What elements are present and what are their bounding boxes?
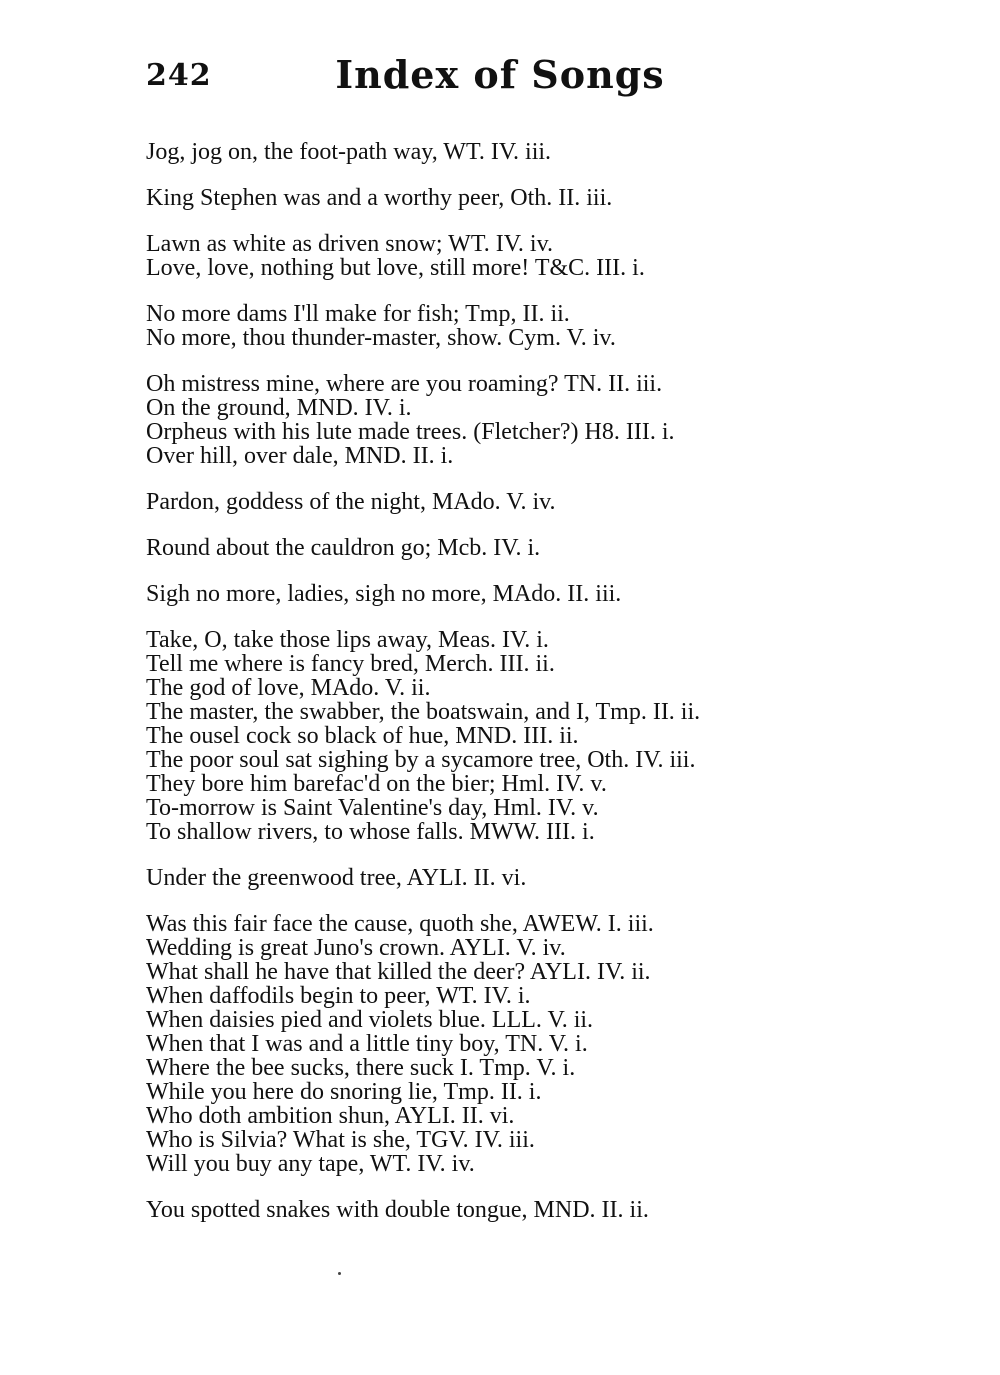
song-entry: Round about the cauldron go; Mcb. IV. i. — [146, 535, 541, 561]
index-group — [146, 866, 886, 890]
song-entry: The master, the swabber, the boatswain, and I, Tmp. II. ii. — [146, 699, 701, 725]
song-entry: Will you buy any tape, WT. IV. iv. — [146, 1151, 475, 1177]
song-entry: Under the greenwood tree, AYLI. II. vi. — [146, 865, 527, 891]
index-group — [146, 490, 886, 514]
page-number: 242 — [146, 58, 212, 93]
index-group — [146, 232, 886, 280]
index-group — [146, 140, 886, 164]
song-entry: To shallow rivers, to whose falls. MWW. III. i. — [146, 819, 595, 845]
song-entry: Sigh no more, ladies, sigh no more, MAdo. II. iii. — [146, 581, 622, 607]
song-entry: Over hill, over dale, MND. II. i. — [146, 443, 454, 469]
index-group — [146, 1198, 886, 1222]
song-entry: While you here do snoring lie, Tmp. II. i. — [146, 1079, 542, 1105]
song-entry: Orpheus with his lute made trees. (Fletcher?) H8. III. i. — [146, 419, 675, 445]
song-entry: The god of love, MAdo. V. ii. — [146, 675, 431, 701]
song-entry: When daffodils begin to peer, WT. IV. i. — [146, 983, 531, 1009]
index-group — [146, 912, 886, 1176]
song-entry: Where the bee sucks, there suck I. Tmp. V. i. — [146, 1055, 576, 1081]
song-entry: To-morrow is Saint Valentine's day, Hml. IV. v. — [146, 795, 599, 821]
song-entry: You spotted snakes with double tongue, MND. II. ii. — [146, 1197, 649, 1223]
song-entry: The poor soul sat sighing by a sycamore tree, Oth. IV. iii. — [146, 747, 696, 773]
index-group — [146, 302, 886, 350]
running-title: Index of Songs — [335, 52, 665, 97]
song-entry: What shall he have that killed the deer? AYLI. IV. ii. — [146, 959, 651, 985]
song-entry: No more, thou thunder-master, show. Cym. V. iv. — [146, 325, 616, 351]
song-entry: Who is Silvia? What is she, TGV. IV. iii. — [146, 1127, 535, 1153]
song-entry: The ousel cock so black of hue, MND. III. ii. — [146, 723, 579, 749]
song-entry: King Stephen was and a worthy peer, Oth. II. iii. — [146, 185, 613, 211]
index-group — [146, 628, 886, 844]
song-entry: Who doth ambition shun, AYLI. II. vi. — [146, 1103, 515, 1129]
song-entry: Wedding is great Juno's crown. AYLI. V. iv. — [146, 935, 566, 961]
song-entry: Jog, jog on, the foot-path way, WT. IV. iii. — [146, 139, 552, 165]
index-group — [146, 582, 886, 606]
song-entry: When daisies pied and violets blue. LLL. V. ii. — [146, 1007, 594, 1033]
song-entry: Take, O, take those lips away, Meas. IV. i. — [146, 627, 549, 653]
song-entry: They bore him barefac'd on the bier; Hml. IV. v. — [146, 771, 607, 797]
index-group — [146, 186, 886, 210]
song-entry: Love, love, nothing but love, still more! T&C. III. i. — [146, 255, 645, 281]
song-entry: On the ground, MND. IV. i. — [146, 395, 412, 421]
song-entry: Oh mistress mine, where are you roaming? TN. II. iii. — [146, 371, 663, 397]
index-group — [146, 536, 886, 560]
song-entry: Was this fair face the cause, quoth she, AWEW. I. iii. — [146, 911, 654, 937]
song-entry: No more dams I'll make for fish; Tmp, II. ii. — [146, 301, 570, 327]
index-group — [146, 372, 886, 468]
song-entry: Lawn as white as driven snow; WT. IV. iv. — [146, 231, 554, 257]
print-speck — [338, 1272, 341, 1275]
song-entry: Pardon, goddess of the night, MAdo. V. iv. — [146, 489, 556, 515]
song-index — [146, 140, 886, 1244]
song-entry: Tell me where is fancy bred, Merch. III. ii. — [146, 651, 555, 677]
song-entry: When that I was and a little tiny boy, TN. V. i. — [146, 1031, 588, 1057]
